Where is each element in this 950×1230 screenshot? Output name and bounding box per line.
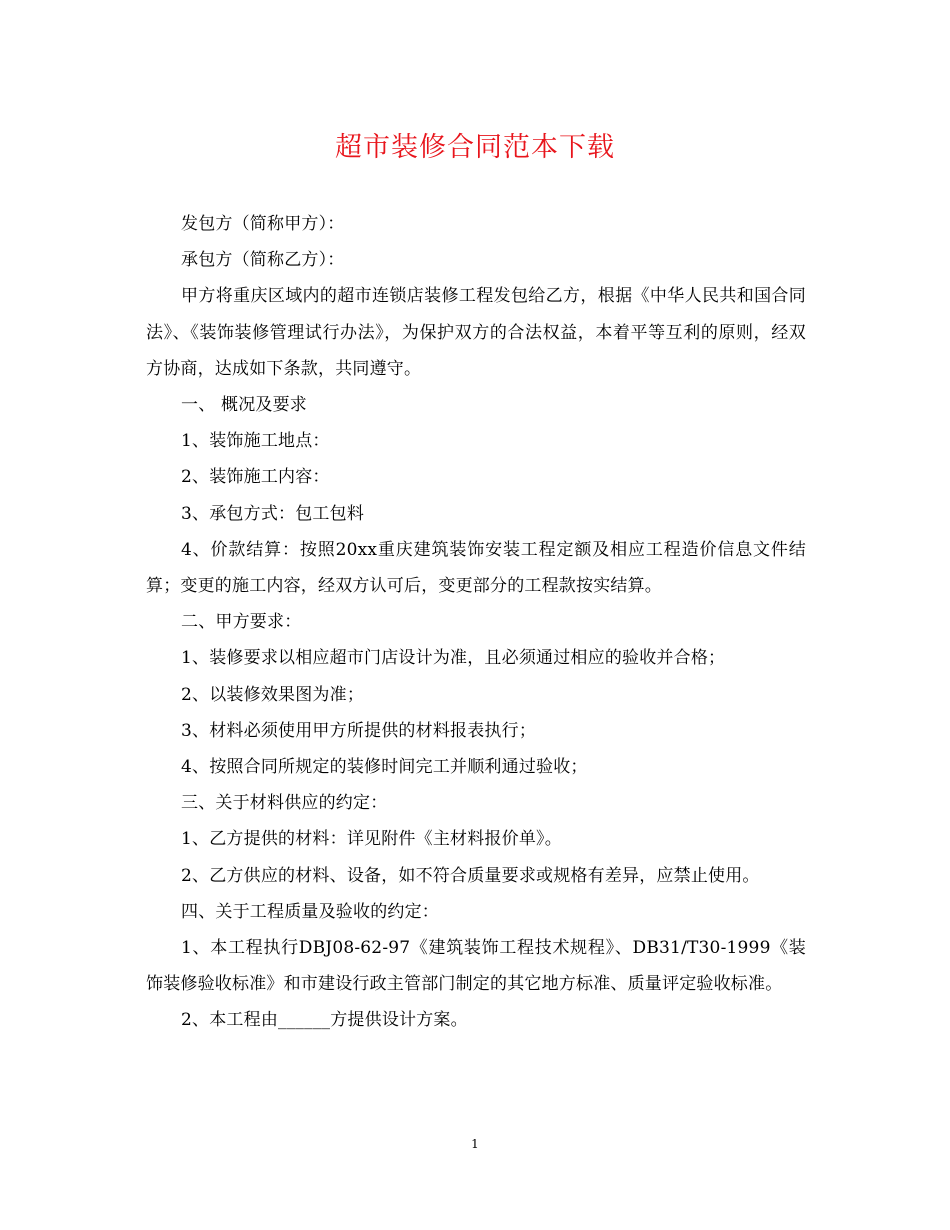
clause-4-2: 2、本工程由______方提供设计方案。 xyxy=(181,1010,468,1031)
party-b-line: 承包方（简称乙方）： xyxy=(181,250,345,271)
clause-2-3: 3、材料必须使用甲方所提供的材料报表执行； xyxy=(181,720,537,741)
clause-1-1: 1、装饰施工地点： xyxy=(181,431,330,452)
section-3-heading: 三、关于材料供应的约定： xyxy=(181,793,388,814)
clause-1-4: 4、价款结算：按照20xx重庆建筑装饰安装工程定额及相应工程造价信息文件结算；变更的施工内容，经双方认可后，变更部分的工程款按实结算。 xyxy=(146,539,806,597)
section-4-heading: 四、关于工程质量及验收的约定： xyxy=(181,901,439,922)
section-2-heading: 二、甲方要求： xyxy=(181,612,302,633)
preamble-paragraph: 甲方将重庆区域内的超市连锁店装修工程发包给乙方，根据《中华人民共和国合同法》、《装饰装修管理试行办法》，为保护双方的合法权益，本着平等互利的原则，经双方协商，达成如下条款，共同遵守。 xyxy=(146,286,806,379)
clause-1-2: 2、装饰施工内容： xyxy=(181,467,330,488)
clause-3-2: 2、乙方供应的材料、设备，如不符合质量要求或规格有差异，应禁止使用。 xyxy=(181,865,760,886)
clause-2-2: 2、以装修效果图为准； xyxy=(181,684,365,705)
page-number: 1 xyxy=(471,1137,479,1151)
document-title: 超市装修合同范本下载 xyxy=(335,132,615,163)
clause-1-3: 3、承包方式：包工包料 xyxy=(181,503,365,524)
party-a-line: 发包方（简称甲方）： xyxy=(181,214,345,234)
section-1-heading: 一、 概况及要求 xyxy=(181,395,308,416)
document-body xyxy=(146,206,806,1039)
clause-2-4: 4、按照合同所规定的装修时间完工并顺利通过验收； xyxy=(181,757,588,778)
clause-2-1: 1、装修要求以相应超市门店设计为准，且必须通过相应的验收并合格； xyxy=(181,648,726,669)
clause-3-1: 1、乙方提供的材料：详见附件《主材料报价单》。 xyxy=(181,829,562,850)
clause-4-1: 1、本工程执行DBJ08-62-97《建筑装饰工程技术规程》、DB31/T30-1999《装饰装修验收标准》和市建设行政主管部门制定的其它地方标准、质量评定验收标准。 xyxy=(146,938,806,995)
